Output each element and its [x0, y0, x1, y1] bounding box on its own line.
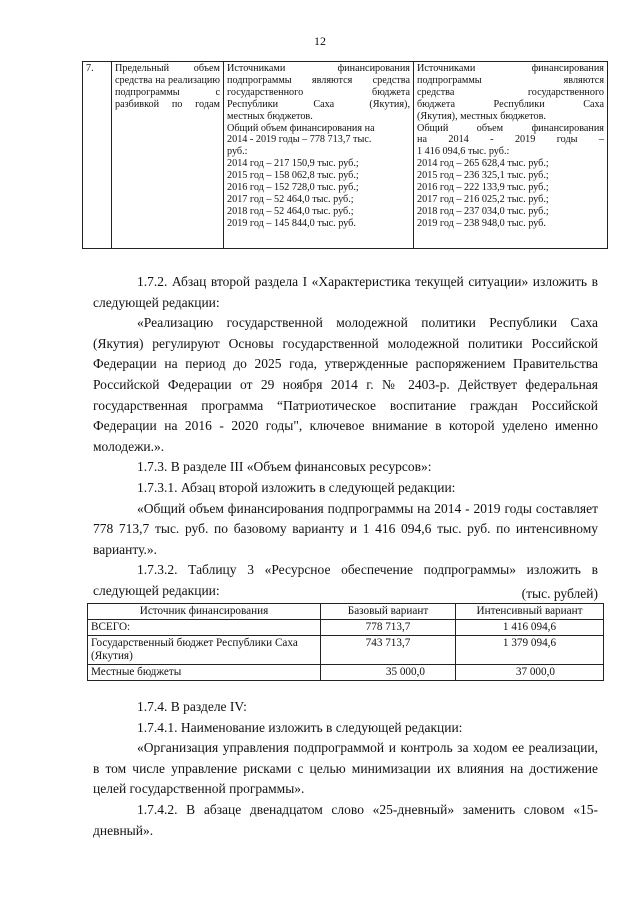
paragraph: 1.7.2. Абзац второй раздела I «Характеристика текущей ситуации» изложить в следующей редакции:: [93, 274, 598, 310]
text-line: 2014 - 2019 годы – 778 713,7 тыс.: [227, 134, 372, 146]
text-line: 2018 год – 52 464,0 тыс. руб.;: [227, 205, 354, 217]
text-line: бюджета Республики Саха: [417, 98, 604, 110]
column-header: Базовый вариант: [321, 604, 456, 620]
intensive-variant-cell: [414, 62, 608, 249]
paragraph: 1.7.3.2. Таблицу 3 «Ресурсное обеспечение подпрограммы» изложить в следующей редакции:: [93, 562, 598, 598]
text-line: 2014 год – 217 150,9 тыс. руб.;: [227, 158, 359, 170]
row-number-cell: 7.: [83, 62, 112, 249]
paragraph: 1.7.4. В разделе IV:: [137, 699, 247, 714]
text-line: государственного бюджета: [227, 86, 410, 98]
text-line: 2015 год – 158 062,8 тыс. руб.;: [227, 170, 359, 182]
text-line: подпрограммы являются: [417, 74, 604, 86]
text-line: руб.:: [227, 146, 248, 158]
text-line: 1 416 094,6 тыс. руб.:: [417, 146, 510, 158]
intensive-value-cell: 1 379 094,6: [456, 636, 604, 665]
text-line: 2019 год – 238 948,0 тыс. руб.: [417, 217, 546, 229]
column-header: Интенсивный вариант: [456, 604, 604, 620]
base-variant-cell: [224, 62, 414, 249]
text-line: (Якутия), местных бюджетов.: [417, 110, 546, 122]
paragraph: 1.7.4.2. В абзаце двенадцатом слово «25-дневный» заменить словом «15-дневный».: [93, 801, 598, 838]
table-row: [88, 620, 604, 636]
text-line: 2018 год – 237 034,0 тыс. руб.;: [417, 205, 549, 217]
table-row: [83, 62, 608, 249]
row-label-cell: Предельный объем средства на реализацию подпрограммы с разбивкой по годам: [112, 62, 224, 249]
page-number: 12: [314, 34, 326, 48]
table-row: [88, 665, 604, 681]
table-header-row: [88, 604, 604, 620]
units-note: (тыс. рублей): [521, 586, 598, 601]
source-cell: ВСЕГО:: [88, 620, 321, 636]
document-body-upper: [93, 272, 598, 602]
base-value-cell: 35 000,0: [321, 665, 456, 681]
text-line: 2016 год – 152 728,0 тыс. руб.;: [227, 182, 359, 194]
text-line: на 2014 - 2019 годы –: [417, 134, 604, 146]
paragraph: 1.7.4.1. Наименование изложить в следующей редакции:: [137, 719, 463, 735]
text-line: Республики Саха (Якутия),: [227, 98, 410, 110]
paragraph: «Организация управления подпрограммой и контроль за ходом ее реализации, в том числе управление рисками с целью минимизации их влияния на достижение целей государственной программы».: [93, 740, 598, 797]
document-body-lower: [93, 697, 598, 841]
paragraph: «Общий объем финансирования подпрограммы на 2014 - 2019 годы составляет 778 713,7 тыс. руб. по базовому варианту и 1 416 094,6 тыс. руб. по интенсивному варианту.».: [93, 500, 598, 557]
column-header: Источник финансирования: [88, 604, 321, 620]
text-line: 2014 год – 265 628,4 тыс. руб.;: [417, 158, 549, 170]
text-line: 2017 год – 52 464,0 тыс. руб.;: [227, 193, 354, 205]
paragraph: 1.7.3.1. Абзац второй изложить в следующей редакции:: [137, 479, 456, 495]
base-value-cell: 743 713,7: [321, 636, 456, 665]
paragraph: 1.7.3. В разделе III «Объем финансовых ресурсов»:: [137, 459, 432, 475]
text-line: Общий объем финансирования на: [227, 122, 375, 134]
text-line: 2015 год – 236 325,1 тыс. руб.;: [417, 170, 549, 182]
text-line: подпрограммы являются средства: [227, 74, 410, 86]
text-line: 2019 год – 145 844,0 тыс. руб.: [227, 217, 356, 229]
text-line: местных бюджетов.: [227, 110, 313, 122]
text-line: Источниками финансирования: [417, 63, 604, 74]
subprogram-funding-table: [82, 61, 608, 249]
text-line: Источниками финансирования: [227, 63, 410, 74]
source-cell: Местные бюджеты: [88, 665, 321, 681]
source-cell: Государственный бюджет Республики Саха (Якутия): [88, 636, 321, 665]
intensive-value-cell: 1 416 094,6: [456, 620, 604, 636]
text-line: Общий объем финансирования: [417, 122, 604, 134]
intensive-value-cell: 37 000,0: [456, 665, 604, 681]
resource-table: [87, 603, 604, 681]
base-value-cell: 778 713,7: [321, 620, 456, 636]
text-line: 2017 год – 216 025,2 тыс. руб.;: [417, 193, 549, 205]
text-line: 2016 год – 222 133,9 тыс. руб.;: [417, 182, 549, 194]
paragraph: «Реализацию государственной молодежной политики Республики Саха (Якутия) регулируют Основы государственной молодежной политики Российской Федерации на период до 2025 года, утвержденные распоряжением Правительства Российской Федерации от 29 ноября 2014 г. № 2403-р. Действует федеральная государственная программа “Патриотическое воспитание граждан Российской Федерации на 2016 - 2020 годы", ключевое внимание в которой уделено именно молодежи.».: [93, 315, 598, 454]
text-line: средства государственного: [417, 86, 604, 98]
table-row: [88, 636, 604, 665]
